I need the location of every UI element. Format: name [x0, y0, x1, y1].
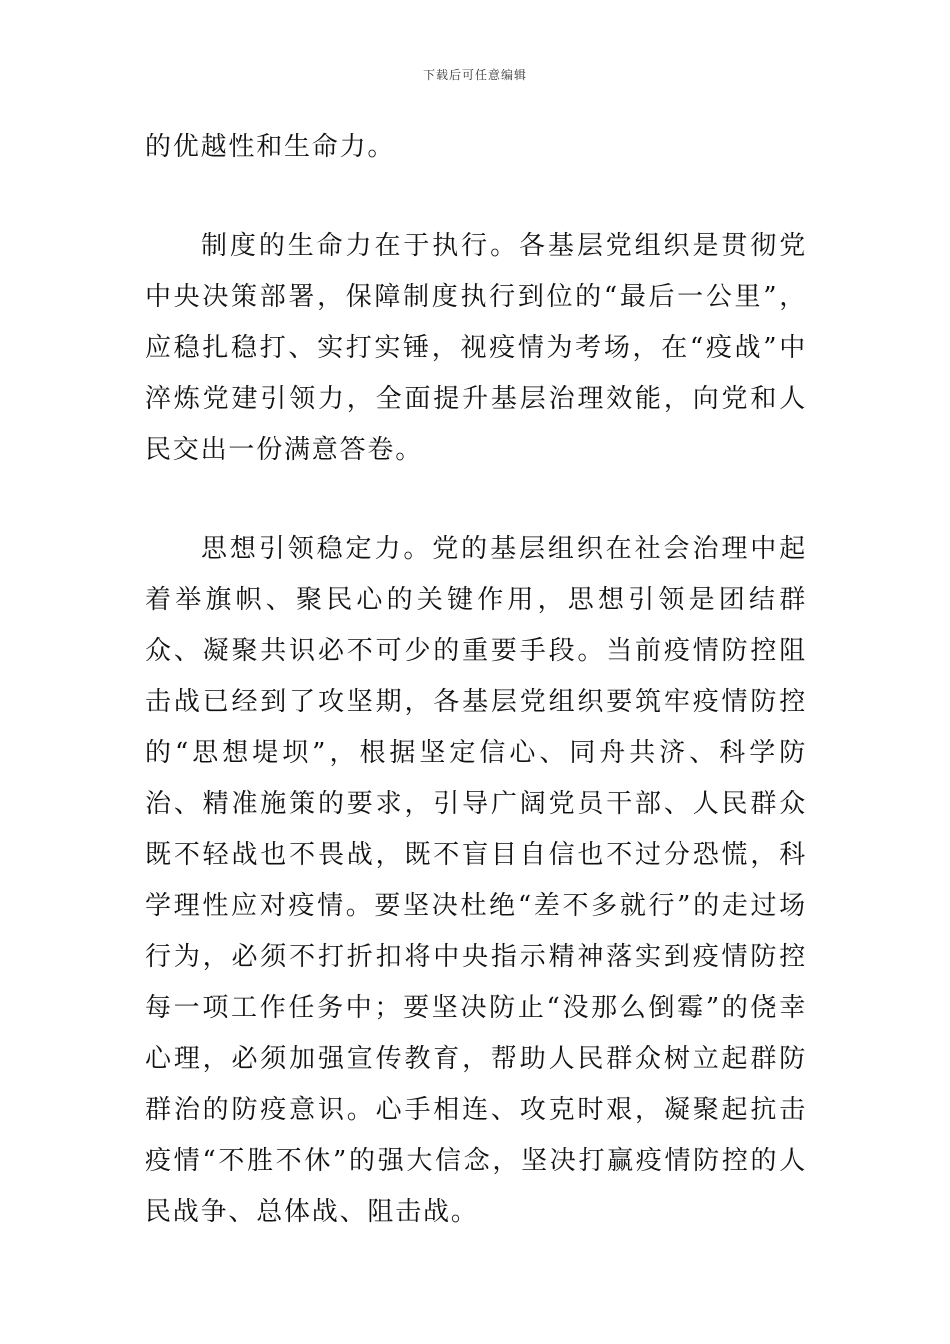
paragraph-gap: [145, 173, 807, 221]
paragraph-ideological-guidance: 思想引领稳定力。党的基层组织在社会治理中起着举旗帜、聚民心的关键作用，思想引领是团结群众、凝聚共识必不可少的重要手段。当前疫情防控阻击战已经到了攻坚期，各基层党组织要筑牢疫情防控的“思想堤坝”，根据坚定信心、同舟共济、科学防治、精准施策的要求，引导广阔党员干部、人民群众既不轻战也不畏战，既不盲目自信也不过分恐慌，科学理性应对疫情。要坚决杜绝“差不多就行”的走过场行为，必须不打折扣将中央指示精神落实到疫情防控每一项工作任务中；要坚决防止“没那么倒霉”的侥幸心理，必须加强宣传教育，帮助人民群众树立起群防群治的防疫意识。心手相连、攻克时艰，凝聚起抗击疫情“不胜不休”的强大信念，坚决打赢疫情防控的人民战争、总体战、阻击战。: [145, 534, 807, 1227]
page-header: 下载后可任意编辑: [422, 68, 527, 82]
paragraph-system-execution: 制度的生命力在于执行。各基层党组织是贯彻党中央决策部署，保障制度执行到位的“最后一公里”，应稳扎稳打、实打实锤，视疫情为考场，在“疫战”中淬炼党建引领力，全面提升基层治理效能，向党和人民交出一份满意答卷。: [145, 231, 807, 465]
paragraph-continuation: 的优越性和生命力。: [145, 132, 396, 162]
paragraph-gap: [145, 476, 807, 524]
document-body: [145, 122, 807, 1238]
